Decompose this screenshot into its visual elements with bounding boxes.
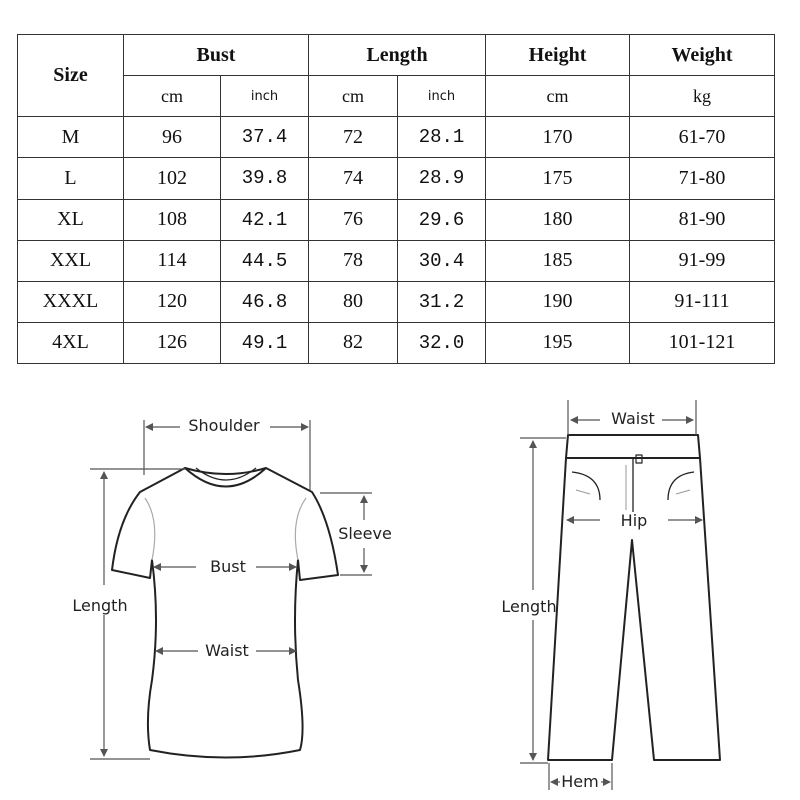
cell-length-inch: 28.9 — [398, 158, 486, 199]
cell-length-inch: 28.1 — [398, 117, 486, 158]
cell-size: L — [18, 158, 124, 199]
header-size: Size — [18, 35, 124, 117]
header-height: Height — [486, 35, 630, 76]
cell-height: 190 — [486, 281, 630, 322]
cell-bust-inch: 42.1 — [221, 199, 309, 240]
cell-bust-cm: 96 — [124, 117, 221, 158]
cell-bust-inch: 37.4 — [221, 117, 309, 158]
unit-length-cm: cm — [309, 76, 398, 117]
tshirt-measure-lines — [90, 420, 372, 759]
cell-bust-cm: 108 — [124, 199, 221, 240]
cell-weight: 71-80 — [630, 158, 775, 199]
cell-length-cm: 80 — [309, 281, 398, 322]
label-shoulder: Shoulder — [188, 416, 260, 435]
cell-weight: 81-90 — [630, 199, 775, 240]
cell-bust-cm: 120 — [124, 281, 221, 322]
cell-height: 195 — [486, 322, 630, 363]
label-hem: Hem — [561, 772, 599, 791]
table-row — [18, 240, 775, 281]
table-row — [18, 322, 775, 363]
size-chart-table — [17, 34, 775, 364]
cell-size: 4XL — [18, 322, 124, 363]
cell-height: 175 — [486, 158, 630, 199]
label-hip: Hip — [620, 511, 648, 530]
unit-height-cm: cm — [486, 76, 630, 117]
measurement-diagrams — [0, 380, 800, 800]
cell-length-cm: 76 — [309, 199, 398, 240]
cell-length-cm: 74 — [309, 158, 398, 199]
header-bust: Bust — [124, 35, 309, 76]
cell-length-cm: 82 — [309, 322, 398, 363]
tshirt-illustration — [112, 468, 338, 758]
label-shirt-waist: Waist — [205, 641, 249, 660]
cell-bust-cm: 126 — [124, 322, 221, 363]
cell-height: 170 — [486, 117, 630, 158]
table-row — [18, 158, 775, 199]
cell-height: 185 — [486, 240, 630, 281]
cell-length-inch: 30.4 — [398, 240, 486, 281]
cell-size: XXXL — [18, 281, 124, 322]
cell-bust-cm: 102 — [124, 158, 221, 199]
unit-weight-kg: kg — [630, 76, 775, 117]
cell-length-cm: 78 — [309, 240, 398, 281]
cell-length-inch: 32.0 — [398, 322, 486, 363]
cell-size: M — [18, 117, 124, 158]
cell-length-cm: 72 — [309, 117, 398, 158]
unit-bust-cm: cm — [124, 76, 221, 117]
cell-bust-inch: 49.1 — [221, 322, 309, 363]
label-bust: Bust — [210, 557, 246, 576]
cell-bust-inch: 46.8 — [221, 281, 309, 322]
label-pants-length: Length — [501, 597, 557, 616]
label-sleeve: Sleeve — [338, 524, 392, 543]
label-shirt-length: Length — [72, 596, 128, 615]
header-weight: Weight — [630, 35, 775, 76]
unit-length-inch: inch — [398, 76, 486, 117]
cell-height: 180 — [486, 199, 630, 240]
cell-weight: 61-70 — [630, 117, 775, 158]
cell-length-inch: 29.6 — [398, 199, 486, 240]
cell-weight: 91-111 — [630, 281, 775, 322]
label-pants-waist: Waist — [611, 409, 655, 428]
table-row — [18, 117, 775, 158]
cell-weight: 101-121 — [630, 322, 775, 363]
cell-weight: 91-99 — [630, 240, 775, 281]
table-row — [18, 281, 775, 322]
cell-bust-inch: 39.8 — [221, 158, 309, 199]
cell-size: XL — [18, 199, 124, 240]
cell-bust-inch: 44.5 — [221, 240, 309, 281]
unit-bust-inch: inch — [221, 76, 309, 117]
header-length: Length — [309, 35, 486, 76]
pants-illustration — [548, 435, 720, 760]
cell-bust-cm: 114 — [124, 240, 221, 281]
table-row — [18, 199, 775, 240]
cell-size: XXL — [18, 240, 124, 281]
cell-length-inch: 31.2 — [398, 281, 486, 322]
